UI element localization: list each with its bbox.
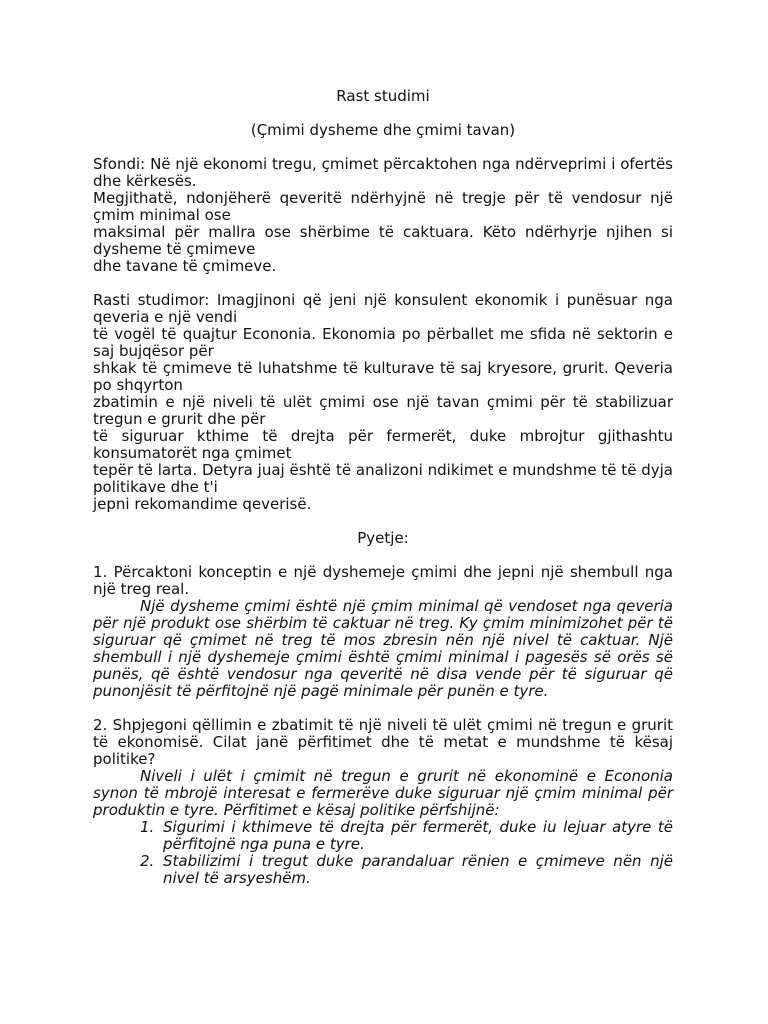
question-1 (93, 564, 673, 700)
list-item-text: Stabilizimi i tregut duke parandaluar rënien e çmimeve nën një nivel të arsyeshëm. (163, 852, 673, 887)
answer-text: Niveli i ulët i çmimit në tregun e grurit në ekonominë e Econonia synon të mbrojë interesat e fermerëve duke siguruar një çmim minimal për produktin e tyre. Përfitimet e kësaj politike përfshijnë: (93, 767, 673, 819)
list-item (93, 853, 673, 887)
background-line: dhe tavane të çmimeve. (93, 257, 277, 275)
questions-heading: Pyetje: (357, 529, 409, 547)
case-study-line: Rasti studimor: Imagjinoni që jeni një konsulent ekonomik i punësuar nga qeveria e një vendi (93, 291, 673, 326)
case-study-line: tepër të larta. Detyra juaj është të analizoni ndikimet e mundshme të të dyja politikave dhe t'i (93, 461, 673, 496)
document-body (93, 88, 673, 887)
case-study-line: të vogël të quajtur Econonia. Ekonomia po përballet me sfida në sektorin e saj bujqësor për (93, 325, 673, 360)
background-line: Sfondi: Në një ekonomi tregu, çmimet përcaktohen nga ndërveprimi i ofertës dhe kërkesës. (93, 155, 673, 190)
case-study-section (93, 292, 673, 513)
list-item-text: Sigurimi i kthimeve të drejta për fermerët, duke iu lejuar atyre të përfitojnë nga puna e tyre. (163, 818, 673, 853)
case-study-line: të siguruar kthime të drejta për fermerët, duke mbrojtur gjithashtu konsumatorët nga çmimet (93, 427, 673, 462)
question-text: 1. Përcaktoni konceptin e një dyshemeje çmimi dhe jepni një shembull nga një treg real. (93, 563, 673, 598)
question-text: 2. Shpjegoni qëllimin e zbatimit të një niveli të ulët çmimi në tregun e grurit të ekonomisë. Cilat janë përfitimet dhe të metat e mundshme të kësaj politike? (93, 716, 673, 768)
list-item-number: 2. (140, 852, 155, 870)
background-line: Megjithatë, ndonjëherë qeveritë ndërhyjnë në tregje për të vendosur një çmim minimal ose (93, 189, 673, 224)
background-section (93, 156, 673, 275)
question-2 (93, 717, 673, 887)
list-item (93, 819, 673, 853)
list-item-number: 1. (140, 818, 155, 836)
background-line: maksimal për mallra ose shërbime të caktuara. Këto ndërhyrje njihen si dysheme të çmimeve (93, 223, 673, 258)
answer-text: Një dysheme çmimi është një çmim minimal që vendoset nga qeveria për një produkt ose shërbim të caktuar në treg. Ky çmim minimizohet për të siguruar që çmimet në treg të mos zbresin nën një nivel të caktuar. Një shembull i një dyshemeje çmimi është çmimi minimal i pagesës së orës së punës, që është vendosur nga qeveritë në disa vende për të siguruar që punonjësit të përfitojnë një pagë minimale për punën e tyre. (93, 597, 673, 700)
page-subtitle: (Çmimi dysheme dhe çmimi tavan) (250, 121, 516, 139)
case-study-line: jepni rekomandime qeverisë. (93, 495, 312, 513)
page-title: Rast studimi (336, 87, 430, 105)
benefits-list (93, 819, 673, 887)
case-study-line: zbatimin e një niveli të ulët çmimi ose një tavan çmimi për të stabilizuar tregun e grurit dhe për (93, 393, 673, 428)
case-study-line: shkak të çmimeve të luhatshme të kulturave të saj kryesore, grurit. Qeveria po shqyrton (93, 359, 673, 394)
